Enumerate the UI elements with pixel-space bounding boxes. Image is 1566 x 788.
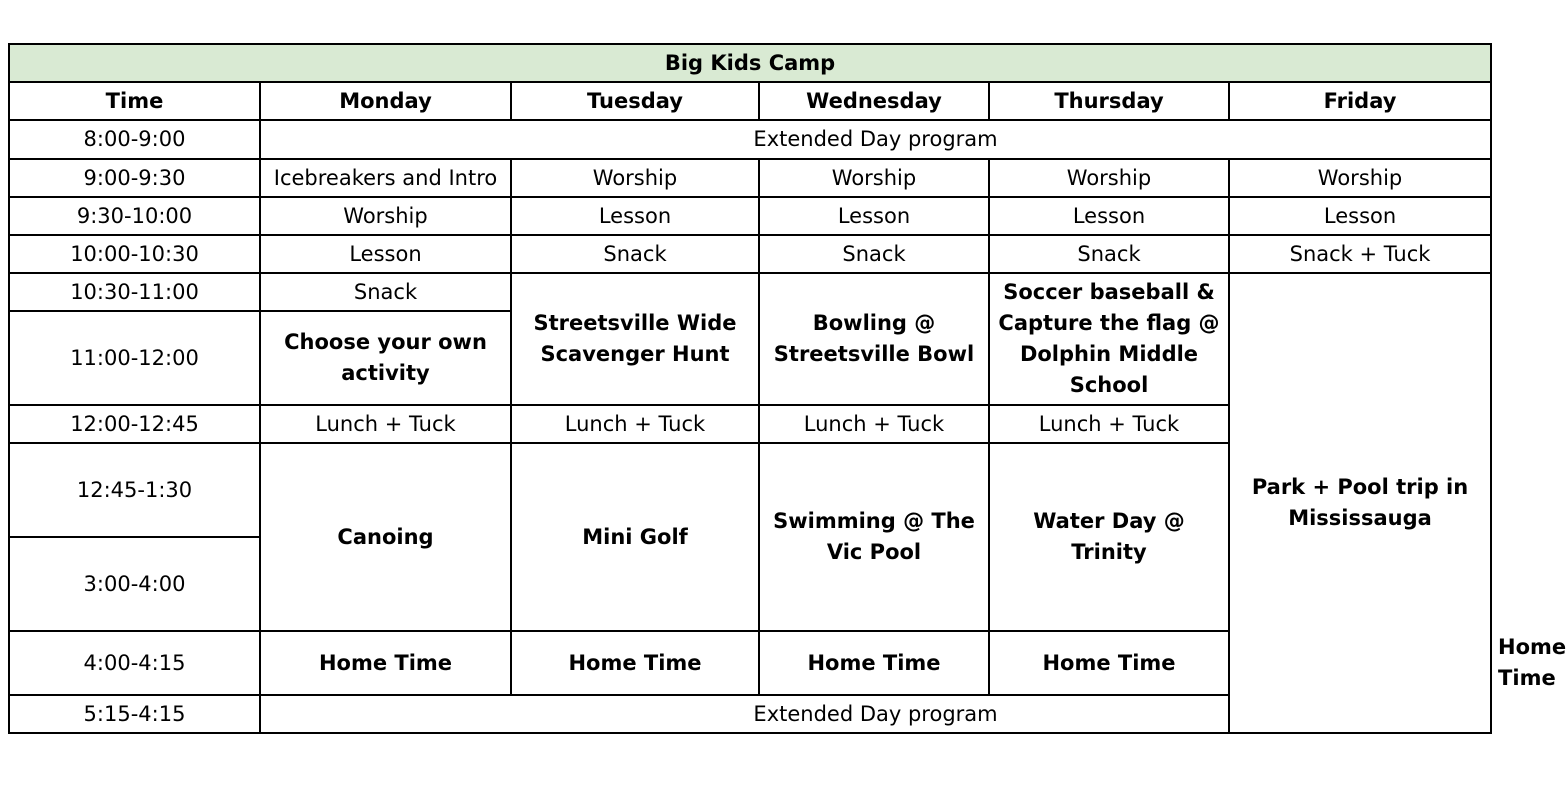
table-row: [9, 273, 1491, 311]
extended-day-evening: Extended Day program: [260, 695, 1491, 733]
friday-trip: Park + Pool trip in Mississauga: [1229, 273, 1491, 733]
table-row: [9, 695, 1491, 733]
tuesday-afternoon-activity: Mini Golf: [511, 443, 759, 631]
header-row: [9, 82, 1491, 120]
activity-cell: Lunch + Tuck: [260, 405, 511, 443]
activity-cell: Lunch + Tuck: [759, 405, 989, 443]
monday-choose-activity: Choose your own activity: [260, 311, 511, 405]
activity-cell: Lesson: [260, 235, 511, 273]
time-cell: 10:30-11:00: [9, 273, 260, 311]
header-time: Time: [9, 82, 260, 120]
activity-cell: Worship: [759, 159, 989, 197]
activity-cell: Snack: [989, 235, 1229, 273]
header-thursday: Thursday: [989, 82, 1229, 120]
home-time-cell: Home Time: [511, 631, 759, 695]
monday-afternoon-activity: Canoing: [260, 443, 511, 631]
activity-cell: Lesson: [989, 197, 1229, 235]
activity-cell: Icebreakers and Intro: [260, 159, 511, 197]
table-row: [9, 159, 1491, 197]
activity-cell: Snack: [511, 235, 759, 273]
table-row: 4:00-4:15 Home Time Home Time Home Time Home Time Home Time: [9, 631, 1491, 695]
activity-cell: Worship: [511, 159, 759, 197]
time-cell: 11:00-12:00: [9, 311, 260, 405]
time-cell: 12:45-1:30: [9, 443, 260, 537]
table-row: [9, 235, 1491, 273]
home-time-cell: Home Time: [260, 631, 511, 695]
header-monday: Monday: [260, 82, 511, 120]
table-row: [9, 120, 1491, 159]
activity-cell: Lunch + Tuck: [511, 405, 759, 443]
schedule-table: [8, 43, 1566, 734]
activity-cell: Worship: [1229, 159, 1491, 197]
title-row: [9, 44, 1491, 82]
activity-cell: Lesson: [511, 197, 759, 235]
time-cell: 5:15-4:15: [9, 695, 260, 733]
wednesday-afternoon-activity: Swimming @ The Vic Pool: [759, 443, 989, 631]
activity-cell: Snack: [260, 273, 511, 311]
thursday-afternoon-activity: Water Day @ Trinity: [989, 443, 1229, 631]
thursday-morning-trip: Soccer baseball & Capture the flag @ Dolphin Middle School: [989, 273, 1229, 405]
activity-cell: Snack: [759, 235, 989, 273]
header-tuesday: Tuesday: [511, 82, 759, 120]
tuesday-morning-trip: Streetsville Wide Scavenger Hunt: [511, 273, 759, 405]
activity-cell: Worship: [260, 197, 511, 235]
activity-cell: Snack + Tuck: [1229, 235, 1491, 273]
table-row: [9, 197, 1491, 235]
schedule-title: Big Kids Camp: [9, 44, 1491, 82]
time-cell: 10:00-10:30: [9, 235, 260, 273]
header-wednesday: Wednesday: [759, 82, 989, 120]
home-time-cell: Home Time: [989, 631, 1229, 695]
time-cell: 3:00-4:00: [9, 537, 260, 631]
wednesday-morning-trip: Bowling @ Streetsville Bowl: [759, 273, 989, 405]
time-cell: 8:00-9:00: [9, 120, 260, 159]
time-cell: 12:00-12:45: [9, 405, 260, 443]
time-cell: 4:00-4:15: [9, 631, 260, 695]
activity-cell: Lesson: [759, 197, 989, 235]
header-friday: Friday: [1229, 82, 1491, 120]
activity-cell: Worship: [989, 159, 1229, 197]
extended-day-morning: Extended Day program: [260, 120, 1491, 159]
schedule-sheet: [8, 43, 1566, 734]
home-time-cell: Home Time: [759, 631, 989, 695]
time-cell: 9:30-10:00: [9, 197, 260, 235]
activity-cell: Lesson: [1229, 197, 1491, 235]
activity-cell: Lunch + Tuck: [989, 405, 1229, 443]
time-cell: 9:00-9:30: [9, 159, 260, 197]
